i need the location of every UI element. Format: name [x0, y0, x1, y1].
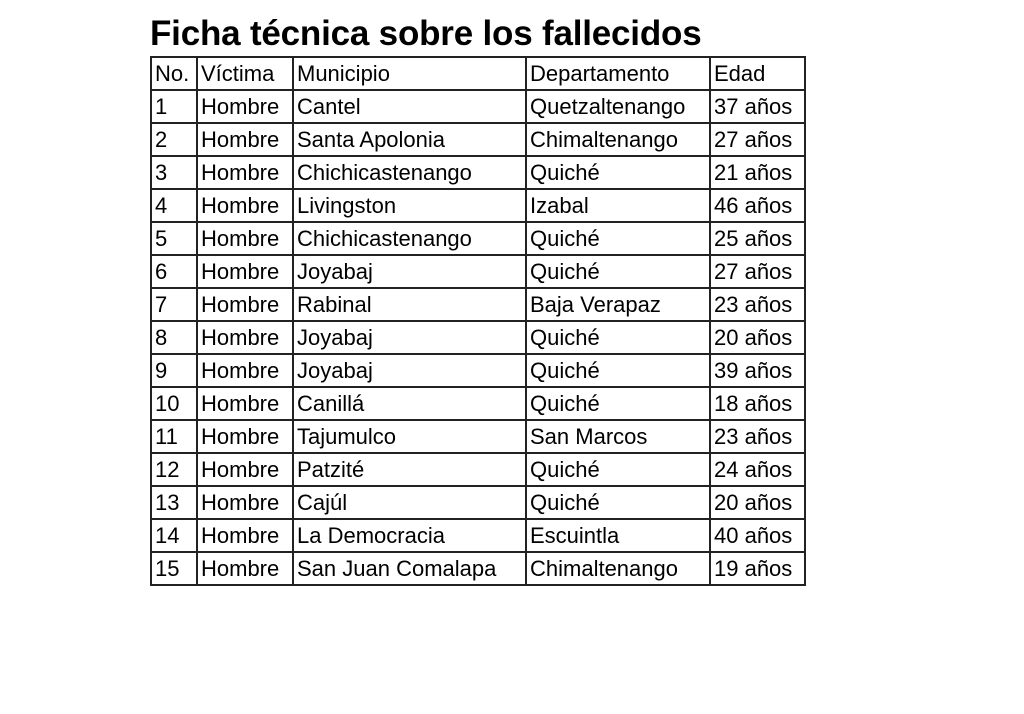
- cell-no: 5: [151, 222, 197, 255]
- cell-no: 2: [151, 123, 197, 156]
- cell-edad: 19 años: [710, 552, 805, 585]
- header-departamento: Departamento: [526, 57, 710, 90]
- cell-no: 4: [151, 189, 197, 222]
- cell-municipio: Livingston: [293, 189, 526, 222]
- cell-departamento: Izabal: [526, 189, 710, 222]
- header-no: No.: [151, 57, 197, 90]
- cell-edad: 20 años: [710, 486, 805, 519]
- table-row: [151, 354, 805, 387]
- header-victima: Víctima: [197, 57, 293, 90]
- cell-no: 12: [151, 453, 197, 486]
- cell-municipio: Chichicastenango: [293, 222, 526, 255]
- cell-departamento: Quiché: [526, 387, 710, 420]
- table-row: [151, 387, 805, 420]
- table-row: [151, 288, 805, 321]
- table-row: [151, 552, 805, 585]
- cell-edad: 24 años: [710, 453, 805, 486]
- cell-edad: 21 años: [710, 156, 805, 189]
- cell-municipio: San Juan Comalapa: [293, 552, 526, 585]
- cell-edad: 40 años: [710, 519, 805, 552]
- cell-victima: Hombre: [197, 321, 293, 354]
- cell-no: 8: [151, 321, 197, 354]
- cell-edad: 23 años: [710, 420, 805, 453]
- cell-victima: Hombre: [197, 453, 293, 486]
- cell-victima: Hombre: [197, 552, 293, 585]
- table-row: [151, 123, 805, 156]
- cell-municipio: Canillá: [293, 387, 526, 420]
- cell-victima: Hombre: [197, 486, 293, 519]
- cell-edad: 37 años: [710, 90, 805, 123]
- cell-no: 15: [151, 552, 197, 585]
- cell-departamento: San Marcos: [526, 420, 710, 453]
- cell-no: 10: [151, 387, 197, 420]
- cell-municipio: Tajumulco: [293, 420, 526, 453]
- cell-edad: 25 años: [710, 222, 805, 255]
- cell-edad: 39 años: [710, 354, 805, 387]
- table-row: [151, 321, 805, 354]
- cell-departamento: Escuintla: [526, 519, 710, 552]
- table-row: [151, 420, 805, 453]
- table-row: [151, 519, 805, 552]
- cell-no: 9: [151, 354, 197, 387]
- header-municipio: Municipio: [293, 57, 526, 90]
- cell-municipio: Cajúl: [293, 486, 526, 519]
- cell-municipio: Rabinal: [293, 288, 526, 321]
- cell-victima: Hombre: [197, 387, 293, 420]
- cell-victima: Hombre: [197, 255, 293, 288]
- cell-victima: Hombre: [197, 420, 293, 453]
- cell-municipio: Cantel: [293, 90, 526, 123]
- cell-edad: 27 años: [710, 123, 805, 156]
- cell-municipio: Joyabaj: [293, 354, 526, 387]
- cell-victima: Hombre: [197, 123, 293, 156]
- cell-edad: 46 años: [710, 189, 805, 222]
- cell-departamento: Chimaltenango: [526, 123, 710, 156]
- cell-departamento: Quiché: [526, 222, 710, 255]
- cell-edad: 18 años: [710, 387, 805, 420]
- cell-municipio: Joyabaj: [293, 255, 526, 288]
- table-row: [151, 486, 805, 519]
- cell-municipio: Chichicastenango: [293, 156, 526, 189]
- cell-no: 3: [151, 156, 197, 189]
- table-row: [151, 156, 805, 189]
- header-edad: Edad: [710, 57, 805, 90]
- cell-departamento: Quetzaltenango: [526, 90, 710, 123]
- table-row: [151, 189, 805, 222]
- cell-no: 7: [151, 288, 197, 321]
- cell-victima: Hombre: [197, 288, 293, 321]
- cell-departamento: Quiché: [526, 453, 710, 486]
- table-header-row: [151, 57, 805, 90]
- cell-departamento: Quiché: [526, 321, 710, 354]
- cell-no: 14: [151, 519, 197, 552]
- cell-departamento: Quiché: [526, 156, 710, 189]
- cell-no: 6: [151, 255, 197, 288]
- cell-no: 13: [151, 486, 197, 519]
- table-row: [151, 222, 805, 255]
- cell-victima: Hombre: [197, 222, 293, 255]
- cell-departamento: Quiché: [526, 354, 710, 387]
- table-row: [151, 255, 805, 288]
- cell-municipio: Santa Apolonia: [293, 123, 526, 156]
- cell-edad: 23 años: [710, 288, 805, 321]
- cell-no: 11: [151, 420, 197, 453]
- victims-table: [150, 56, 806, 586]
- cell-departamento: Chimaltenango: [526, 552, 710, 585]
- cell-victima: Hombre: [197, 189, 293, 222]
- cell-departamento: Quiché: [526, 255, 710, 288]
- cell-municipio: Patzité: [293, 453, 526, 486]
- table-row: [151, 453, 805, 486]
- cell-victima: Hombre: [197, 156, 293, 189]
- cell-victima: Hombre: [197, 354, 293, 387]
- cell-edad: 20 años: [710, 321, 805, 354]
- cell-departamento: Quiché: [526, 486, 710, 519]
- cell-municipio: Joyabaj: [293, 321, 526, 354]
- cell-municipio: La Democracia: [293, 519, 526, 552]
- cell-edad: 27 años: [710, 255, 805, 288]
- cell-departamento: Baja Verapaz: [526, 288, 710, 321]
- page-title: Ficha técnica sobre los fallecidos: [150, 14, 702, 53]
- cell-no: 1: [151, 90, 197, 123]
- cell-victima: Hombre: [197, 519, 293, 552]
- cell-victima: Hombre: [197, 90, 293, 123]
- table-row: [151, 90, 805, 123]
- table-body: [151, 57, 805, 585]
